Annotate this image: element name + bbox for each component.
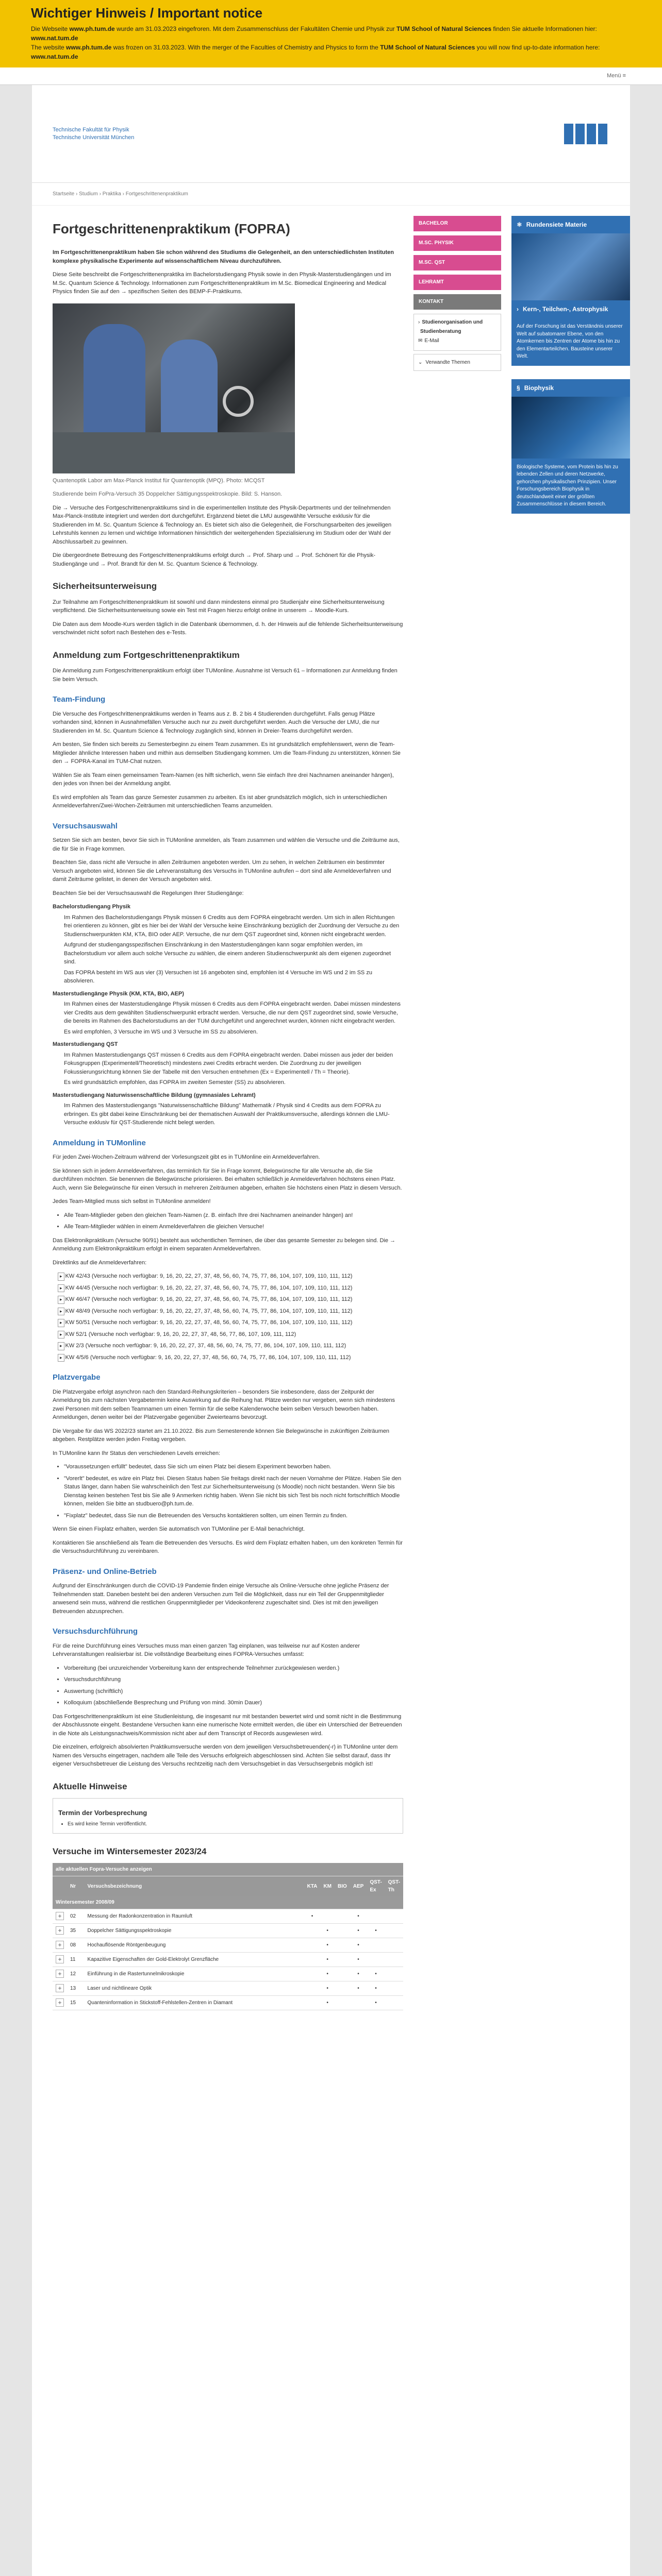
page-layout [32,206,630,2026]
expand-icon: + [56,1941,64,1949]
lab-photo [53,303,295,473]
table-row[interactable]: + 02 Messung der Radonkonzentration in Raumluft • • [53,1909,403,1924]
important-notice-banner [0,0,662,67]
menu-button[interactable]: Menü ≡ [607,73,626,79]
table-row[interactable]: + 08 Hochauflösende Röntgenbeugung • • [53,1938,403,1953]
expand-icon: + [56,1912,64,1920]
table-row[interactable]: + 15 Quanteninformation in Stickstoff-Fehlstellen-Zentren in Diamant • • [53,1996,403,2010]
kw-link[interactable]: ▸ KW 52/1 (Versuche noch verfügbar: 9, 16, 20, 22, 27, 37, 48, 56, 77, 86, 107, 109, 111, 112) [53,1330,403,1339]
side-nav [413,216,501,2015]
content-wrapper [32,85,630,2576]
kw-link[interactable]: ▸ KW 46/47 (Versuche noch verfügbar: 9, 16, 20, 22, 27, 37, 48, 56, 60, 74, 75, 77, 86, 104, 107, 109, 110, 111, 112) [53,1295,403,1304]
section-execution: Versuchsdurchführung [53,1627,138,1636]
notice-link-old-site[interactable]: www.ph.tum.de [69,25,115,33]
site-header [32,85,630,183]
section-tumonline: Anmeldung in TUMonline [53,1138,146,1147]
table-row[interactable]: + 13 Laser und nichtlineare Optik • • • [53,1981,403,1996]
nav-lehramt[interactable]: LEHRAMT [413,275,501,290]
table-row[interactable]: + 35 Doppelcher Sättigungsspektroskopie • • • [53,1924,403,1938]
expand-icon: + [56,1970,64,1978]
expand-icon: + [56,1998,64,2007]
section-team: Team-Findung [53,695,106,704]
chevron-down-icon: ⌄ [418,360,423,366]
contact-email-link[interactable]: E-Mail [424,338,439,344]
expand-icon: + [56,1926,64,1935]
research-sidebar [511,216,630,2015]
contact-header: KONTAKT [413,294,501,310]
news-box: Termin der Vorbesprechung • Es wird keine Termin veröffentlicht. [53,1798,403,1834]
arrow-icon: › [517,306,519,313]
kw-link[interactable]: ▸ KW 2/3 (Versuche noch verfügbar: 9, 16, 20, 22, 27, 37, 48, 56, 60, 74, 75, 77, 86, 104, 107, 109, 110, 111, 112) [53,1342,403,1350]
nav-msc-qst[interactable]: M.SC. QST [413,255,501,270]
registration-links [53,1272,403,1362]
research-card-biophysics[interactable]: § Biophysik Biologische Systeme, vom Protein bis hin zu lebenden Zellen und deren Netzwerke, gehorchen physikalischen Prinzipien. Unser Forschungsbereich Biophysik in deutschlandweit einer der größten Zusammenschlüsse in diesem Bereich. [511,379,630,514]
notice-text-en: The website www.ph.tum.de was frozen on 31.03.2023. With the merger of the Faculties of Chemistry and Physics to form the TUM School of Natural Sciences you will now find up-to-date information here: www.nat.tum.de [31,44,600,61]
section-registration: Anmeldung zum Fortgeschrittenenpraktikum [53,650,240,660]
card-image [511,397,630,459]
expand-icon: + [56,1984,64,1992]
faculty-brand[interactable]: Technische Fakultät für Physik Technische Universität München [53,127,135,141]
experiments-table: alle aktuellen Fopra-Versuche anzeigen Nr Versuchsbezeichnung KTA KM BIO AEP QST-Ex QST-Th Wintersemester 2008/09 + 02 Messung der Radonkonzentration in Raumluft • • + 35 Doppelcher Sättigungsspektroskopie • • • + 08 Hochauflösende Röntgenbeugung • • + 11 Kapazitive Eigenschaften der Gold-Elektrolyt Grenzfläche • • + 12 Einführung in die Rastertunnelmikroskopie • • • + 13 Laser und nichtlineare Optik • • • + 15 Quanteninformation in Stickstoff-Fehlstellen-Zentren in Diamant • • [53,1863,403,2010]
notice-link-new-site-de[interactable]: www.nat.tum.de [31,35,78,42]
table-row[interactable]: + 11 Kapazitive Eigenschaften der Gold-Elektrolyt Grenzfläche • • [53,1953,403,1967]
main-content: Fortgeschrittenenpraktikum (FOPRA) Im Fortgeschrittenenpraktikum haben Sie schon während des Studiums die Gelegenheit, an den unterschiedlichsten Instituten komplexe physikalische Experimente auf wissenschaftlichem Niveau durchzuführen. Diese Seite beschreibt die Fortgeschrittenenpraktika im Bachelorstudiengang Physik sowie in den Physik-Masterstudiengängen und im M.Sc. Quantum Science & Technology. Informationen zum Fortgeschrittenenpraktikum im M.Sc. Biomedical Engineering and Medical Physics finden Sie auf den → spezifischen Seiten des BEMP-F-Praktikums. Quantenoptik Labor am Max-Planck Institut für Quantenoptik (MPQ). Photo: MCQST Studierende beim FoPra-Versuch 35 Doppelcher Sättigungsspektroskopie. Bild: S. Hanson. Die → Versuche des Fortgeschrittenenpraktikums sind in die experimentellen Institute des Physik-Departments und der teilnehmenden Max-Planck-Institute integriert und werden dort durchgeführt. Ergänzend bietet die LMU ausgewählte Versuche exklusiv für die Studierenden im M. Sc. Quantum Science & Technology an. Es bietet sich also die Gelegenheit, die Forschungsarbeiten des jeweiligen Lehrstuhls kennen zu lernen und wichtige Informationen hinsichtlich der weitergehenden Spezialisierung im Studium oder der Wahl der Abschlussarbeit zu gewinnen. Die übergeordnete Betreuung des Fortgeschrittenenpraktikums erfolgt durch → Prof. Sharp und → Prof. Schönert für die Physik-Studiengänge und → Prof. Brandt für den M. Sc. Quantum Science & Technology. Sicherheitsunterweisung Zur Teilnahme am Fortgeschrittenenpraktikum ist sowohl und dann mindestens einmal pro Studienjahr eine Sicherheitsunterweisung verpflichtend. Die Sicherheitsunterweisung sowie ein Test mit Fragen hierzu erfolgt online in unserem → Moodle-Kurs. Die Daten aus dem Moodle-Kurs werden täglich in die Datenbank übernommen, d. h. der Hinweis auf die fehlende Sicherheitsunterweisung verschwindet nicht sofort nach Bestehen des e-Tests. Anmeldung zum Fortgeschrittenenpraktikum Die Anmeldung zum Fortgeschrittenenpraktikum erfolgt über TUMonline. Ausnahme ist Versuch 61 – Informationen zur Anmeldung finden Sie beim Versuch. Team-Findung Die Versuche des Fortgeschrittenenpraktikums werden in Teams aus z. B. 2 bis 4 Studierenden durchgeführt. Falls genug Plätze vorhanden sind, können in Ausnahmefällen Versuche auch nur zu zweit durchgeführt werden. Auch die Versuche der LMU, die nur Studierenden im M. Sc. Quantum Science & Technology zugänglich sind, können in Dreier-Teams durchgeführt werden. Am besten, Sie finden sich bereits zu Semesterbeginn zu einem Team zusammen. Es ist grundsätzlich empfehlenswert, wenn die Team-Mitglieder ähnliche Interessen haben und mithin aus demselben Studiengang kommen. Um die Team-Findung zu unterstützen, können Sie den → FOPRA-Kanal im TUM-Chat nutzen. Wählen Sie als Team einen gemeinsamen Team-Namen (es hilft sicherlich, wenn Sie einfach Ihre drei Nachnamen aneinander hängen), den jedes von Ihnen bei der Anmeldung angibt. Es wird empfohlen als Team das ganze Semester zusammen zu arbeiten. Es ist aber grundsätzlich möglich, sich in unterschiedlichen Anmeldeverfahren/Zwei-Wochen-Zeiträumen mit unterschiedlichen Teams anzumelden. Versuchsauswahl Setzen Sie sich am besten, bevor Sie sich in TUMonline anmelden, als Team zusammen und wählen die Versuche und die Zeiträume aus, die für Sie in Frage kommen. Beachten Sie, dass nicht alle Versuche in allen Zeiträumen angeboten werden. Um zu sehen, in welchen Zeiträumen ein bestimmter Versuch angeboten wird, können Sie die Lehrveranstaltung des Versuchs in TUMonline aufrufen – dort sind alle Anmeldeverfahren und damit Zeiträume gelistet, in denen der Versuch angeboten wird. Beachten Sie bei der Versuchsauswahl die Regelungen Ihrer Studiengänge: Bachelorstudiengang Physik Im Rahmen des Bachelorstudiengangs Physik müssen 6 Credits aus dem FOPRA eingebracht werden. Um sich in allen Richtungen frei orientieren zu können, gibt es hier bei der Wahl der Versuche keine Einschränkung bezüglich der Zuordnung der Versuche zu den Studienschwerpunkten KM, KTA, BIO oder AEP. Versuche, die nur dem QST zugeordnet sind, können nicht eingebracht werden. Aufgrund der studiengangsspezifischen Einschränkung in den Masterstudiengängen kann sogar empfohlen werden, im Bachelorstudium vor allem auch solche Versuche zu wählen, die einem anderen Studienschwerpunkt als dem eigenen zugeordnet sind. Das FOPRA besteht im WS aus vier (3) Versuchen ist 16 angeboten sind, empfohlen ist 4 Versuche im WS und 2 im SS zu absolvieren. Masterstudiengänge Physik (KM, KTA, BIO, AEP) Im Rahmen eines der Masterstudiengänge Physik müssen 6 Credits aus dem FOPRA eingebracht werden. Dabei müssen mindestens vier Credits aus dem gewählten Studienschwerpunkt erbracht werden. Versuche, die nur dem QST zugeordnet sind, sowie Versuche, die bereits im Rahmen des Bachelorstudiums an der TUM durchgeführt und angerechnet wurden, können nicht eingebracht werden. Es wird empfohlen, 3 Versuche im WS und 3 Versuche im SS zu absolvieren. Masterstudiengang QST Im Rahmen Masterstudiengangs QST müssen 6 Credits aus dem FOPRA eingebracht werden. Dabei müssen aus jeder der beiden Fokusgruppen (Experimentell/Theoretisch) mindestens zwei Credits erbracht werden. Die Zuordnung zu der jeweiligen Fokussierungsrichtung können Sie der Tabelle mit den Versuchen entnehmen (Ex = Experimentell / Th = Theorie). Es wird grundsätzlich empfohlen, das FOPRA im zweiten Semester (SS) zu absolvieren. Masterstudiengang Naturwissenschaftliche Bildung (gymnasiales Lehramt) Im Rahmen des Masterstudiengangs "Naturwissenschaftliche Bildung" Mathematik / Physik sind 4 Credits aus dem FOPRA zu erbringen. Es gibt dabei keine Einschränkung bei der thematischen Auswahl der Praktikumsversuche, allerdings können die LMU-Versuche exklusiv für QST-Studierende nicht belegt werden. Anmeldung in TUMonline Für jeden Zwei-Wochen-Zeitraum während der Vorlesungszeit gibt es in TUMonline ein Anmeldeverfahren. Sie können sich in jedem Anmeldeverfahren, das terminlich für Sie in Frage kommt, Belegwünsche für alle Versuche ab, die Sie durchführen möchten. Sie benennen die Belegwünsche priorisieren. Bei erhalten schließlich je Anmeldeverfahren höchstens einen Platz. Auch, wenn Sie Belegwünsche für einen Versuch in mehreren Zeiträumen abgeben, erhalten Sie höchstens einen Platz in diesem Versuch. Jedes Team-Mitglied muss sich selbst in TUMonline anmelden! • Alle Team-Mitglieder geben den gleichen Team-Namen (z. B. einfach Ihre drei Nachnamen aneinander hängen) an! • Alle Team-Mitglieder wählen in einem Anmeldeverfahren die gleichen Versuche! Das Elektronikpraktikum (Versuche 90/91) besteht aus wöchentlichen Terminen, die über das gesamte Semester zu belegen sind. Die → Anmeldung zum Elektronikpraktikum erfolgt in einem separaten Anmeldeverfahren. Direktlinks auf die Anmeldeverfahren: ▸ KW 42/43 (Versuche noch verfügbar: 9, 16, 20, 22, 27, 37, 48, 56, 60, 74, 75, 77, 86, 104, 107, 109, 110, 111, 112) ▸ KW 44/45 (Versuche noch verfügbar: 9, 16, 20, 22, 27, 37, 48, 56, 60, 74, 75, 77, 86, 104, 107, 109, 110, 111, 112) ▸ KW 46/47 (Versuche noch verfügbar: 9, 16, 20, 22, 27, 37, 48, 56, 60, 74, 75, 77, 86, 104, 107, 109, 110, 111, 112) ▸ KW 48/49 (Versuche noch verfügbar: 9, 16, 20, 22, 27, 37, 48, 56, 60, 74, 75, 77, 86, 104, 107, 109, 110, 111, 112) ▸ KW 50/51 (Versuche noch verfügbar: 9, 16, 20, 22, 27, 37, 48, 56, 60, 74, 75, 77, 86, 104, 107, 109, 110, 111, 112) ▸ KW 52/1 (Versuche noch verfügbar: 9, 16, 20, 22, 27, 37, 48, 56, 77, 86, 107, 109, 111, 112) ▸ KW 2/3 (Versuche noch verfügbar: 9, 16, 20, 22, 27, 37, 48, 56, 60, 74, 75, 77, 86, 104, 107, 109, 110, 111, 112) ▸ KW 4/5/6 (Versuche noch verfügbar: 9, 16, 20, 22, 27, 37, 48, 56, 60, 74, 75, 77, 86, 104, 107, 109, 110, 111, 112) Platzvergabe Die Platzvergabe erfolgt asynchron nach den Standard-Reihungskriterien – besonders Sie insbesondere, dass der Zeitpunkt der Anmeldung bis zum nächsten Vergabetermin keine Auswirkung auf die Reihung hat. Plätze werden nur vergeben, wenn sich mindestens zwei Personen mit dem selben Teamnamen um einen Termin für die selbe Kalenderwoche beim selben Versuch beworben haben. Anmeldungen, denen weiter bei der Platzvergabe gegenüber Zweierteams bevorzugt. Die Vergabe für das WS 2022/23 startet am 21.10.2022. Bis zum Semesterende können Sie Belegwünsche in zukünftigen Zeiträumen abgeben. Restplätze werden jeden Freitag vergeben. In TUMonline kann Ihr Status den verschiedenen Levels erreichen: • "Voraussetzungen erfüllt" bedeutet, dass Sie sich um einen Platz bei diesem Experiment beworben haben. • "Vorerlt" bedeutet, es wäre ein Platz frei. Diesen Status haben Sie freitags direkt nach der neuen Vornahme der Plätze. Haben Sie den Status länger, dann haben Sie wahrscheinlich den Test zur Sicherheitsunterweisung (s Moodle) noch nicht bestanden. Wenn Sie bis Dienstag keinen bestehen Test bis Sie alle 9 Anmerken richtig haben. Wenn Sie nicht bis sich Test bis noch nicht fortschriftlich Moodle können, melden Sie bitte an studbuero@ph.tum.de. • "Fixplatz" bedeutet, dass Sie nun die Betreuenden des Versuchs kontaktieren sollten, um einen Termin zu finden. Wenn Sie einen Fixplatz erhalten, werden Sie automatisch von TUMonline per E-Mail benachrichtigt. Kontaktieren Sie anschließend als Team die Betreuenden des Versuchs. Es wird dem Fixplatz erhalten haben, um den konkreten Termin für die Versuchsdurchführung zu vereinbaren. Präsenz- und Online-Betrieb Aufgrund der Einschränkungen durch die COVID-19 Pandemie finden einige Versuche als Online-Versuche ohne jegliche Präsenz der Teilnehmenden statt. Daneben besteht bei den anderen Versuchen zum Teil die Möglichkeit, dass nur ein Teil der Gruppenmitglieder anwesend sein muss, während die restlichen Gruppenmitglieder per Videokonferenz zugeschaltet sind. Dies ist mit den jeweiligen Betreuenden abzusprechen. Versuchsdurchführung Für die reine Durchführung eines Versuches muss man einen ganzen Tag einplanen, was teilweise nur auf Kosten anderer Lehrveranstaltungen realisierbar ist. Die vollständige Bearbeitung eines FOPRA-Versuches umfasst: • Vorbereitung (bei unzureichender Vorbereitung kann der entsprechende Teilnehmer zurückgewiesen werden.) • Versuchsdurchführung • Auswertung (schriftlich) • Kolloquium (abschließende Besprechung und Prüfung von mind. 30min Dauer) Das Fortgeschrittenenpraktikum ist eine Studienleistung, die insgesamt nur mit bestanden bewertet wird und somit nicht in die Bestimmung der Abschlussnote eingeht. Bestandene Versuchen kann eine numerische Note ermittelt werden, die über ein Unterschied der Betreuenden in die Note als Leistungsnachweis/Kommission nicht aber auf dem Transcript of Records ausgewiesen wird. Die einzelnen, erfolgreich absolvierten Praktikumsversuche werden von dem jeweiligen Versuchsbetreuenden(-r) in TUMonline unter dem Namen des Versuchs eingetragen, nachdem alle Teile des Versuchs erfolgreich abgeschlossen sind. Achten Sie selbst darauf, dass Ihr eigener Versuchsbetreuer die Leistung des Versuchs rechtzeitig nach dem Versuchsgebiet in das Versuchsergebnis möglich ist! Aktuelle Hinweise Termin der Vorbesprechung • Es wird keine Termin veröffentlicht. Versuche im Wintersemester 2023/24 alle aktuellen Fopra-Versuche anzeigen Nr Versuchsbezeichnung KTA KM BIO AEP QST-Ex QST-Th Wintersemester 2008/09 + 02 Messung der Radonkonzentration in Raumluft • • + 35 Doppelcher Sättigungsspektroskopie • • • + 08 Hochauflösende Röntgenbeugung • • + 11 Kapazitive Eigenschaften der Gold-Elektrolyt Grenzfläche • • + 12 Einführung in die Rastertunnelmikroskopie • • • + 13 Laser und nichtlineare Optik • • • + 15 Quanteninformation in Stickstoff-Fehlstellen-Zentren in Diamant • • [53,216,403,2015]
top-bar [0,67,662,85]
show-all-link[interactable]: alle aktuellen Fopra-Versuche anzeigen [53,1863,403,1876]
section-safety: Sicherheitsunterweisung [53,581,157,591]
section-news: Aktuelle Hinweise [53,1781,127,1791]
kw-link[interactable]: ▸ KW 42/43 (Versuche noch verfügbar: 9, 16, 20, 22, 27, 37, 48, 56, 60, 74, 75, 77, 86, 104, 107, 109, 110, 111, 112) [53,1272,403,1281]
atom-icon: ⚛ [517,221,522,229]
page-title: Fortgeschrittenenpraktikum (FOPRA) [53,221,290,237]
kw-link[interactable]: ▸ KW 4/5/6 (Versuche noch verfügbar: 9, 16, 20, 22, 27, 37, 48, 56, 60, 74, 75, 77, 86, 104, 107, 109, 110, 111, 112) [53,1353,403,1362]
expand-icon: + [56,1955,64,1963]
kw-link[interactable]: ▸ KW 50/51 (Versuche noch verfügbar: 9, 16, 20, 22, 27, 37, 48, 56, 60, 74, 75, 77, 86, 104, 107, 109, 110, 111, 112) [53,1318,403,1327]
section-experiments: Versuche im Wintersemester 2023/24 [53,1846,207,1856]
lead-paragraph: Im Fortgeschrittenenpraktikum haben Sie schon während des Studiums die Gelegenheit, an den unterschiedlichsten Instituten komplexe physikalische Experimente auf wissenschaftlichem Niveau durchzuführen. [53,249,394,264]
photo-caption: Quantenoptik Labor am Max-Planck Institut für Quantenoptik (MPQ). Photo: MCQST [53,477,265,484]
mail-icon: ✉ [418,338,423,344]
card-image [511,233,630,300]
dna-icon: § [517,384,520,392]
section-online: Präsenz- und Online-Betrieb [53,1567,157,1576]
nav-bachelor[interactable]: BACHELOR [413,216,501,231]
section-allocation: Platzvergabe [53,1373,101,1382]
tum-logo[interactable] [564,124,609,144]
arrow-icon: › [418,319,420,326]
related-topics-toggle[interactable]: ⌄ Verwandte Themen [413,354,501,371]
notice-text-de: Die Webseite www.ph.tum.de wurde am 31.03.2023 eingefroren. Mit dem Zusammenschluss der Fakultäten Chemie und Physik zur TUM School of Natural Sciences finden Sie aktuelle Informationen hier: www.nat.tum.de [31,25,597,42]
notice-title: Wichtiger Hinweis / Important notice [31,5,263,21]
kw-link[interactable]: ▸ KW 44/45 (Versuche noch verfügbar: 9, 16, 20, 22, 27, 37, 48, 56, 60, 74, 75, 77, 86, 104, 107, 109, 110, 111, 112) [53,1284,403,1293]
nav-msc-physik[interactable]: M.SC. PHYSIK [413,235,501,251]
photo-caption-2: Studierende beim FoPra-Versuch 35 Doppelcher Sättigungsspektroskopie. Bild: S. Hanson. [53,491,283,498]
research-card-nuclear[interactable]: ⚛ Rundensiete Materie › Kern-, Teilchen-, Astrophysik Auf der Forschung ist das Verständnis unserer Welt auf subatomarer Ebene, von den Atomkernen bis Zentren der Atome bis hin zu den Elementarteilchen. Bausteine unserer Welt. [511,216,630,366]
breadcrumb[interactable]: Startseite › Studium › Praktika › Fortgeschrittenenpraktikum [32,183,630,206]
table-row[interactable]: + 12 Einführung in die Rastertunnelmikroskopie • • • [53,1967,403,1981]
contact-box: › Studienorganisation und Studienberatung ✉ E-Mail [413,314,501,351]
kw-link[interactable]: ▸ KW 48/49 (Versuche noch verfügbar: 9, 16, 20, 22, 27, 37, 48, 56, 60, 74, 75, 77, 86, 104, 107, 109, 110, 111, 112) [53,1307,403,1316]
intro-paragraph: Diese Seite beschreibt die Fortgeschrittenenpraktika im Bachelorstudiengang Physik sowie in den Physik-Masterstudiengängen und im M.Sc. Quantum Science & Technology. Informationen zum Fortgeschrittenenpraktikum im M.Sc. Biomedical Engineering and Medical Physics finden Sie auf den → spezifischen Seiten des BEMP-F-Praktikums. [53,272,391,295]
section-choice: Versuchsauswahl [53,821,118,831]
notice-link-new-site-en[interactable]: www.nat.tum.de [31,53,78,61]
